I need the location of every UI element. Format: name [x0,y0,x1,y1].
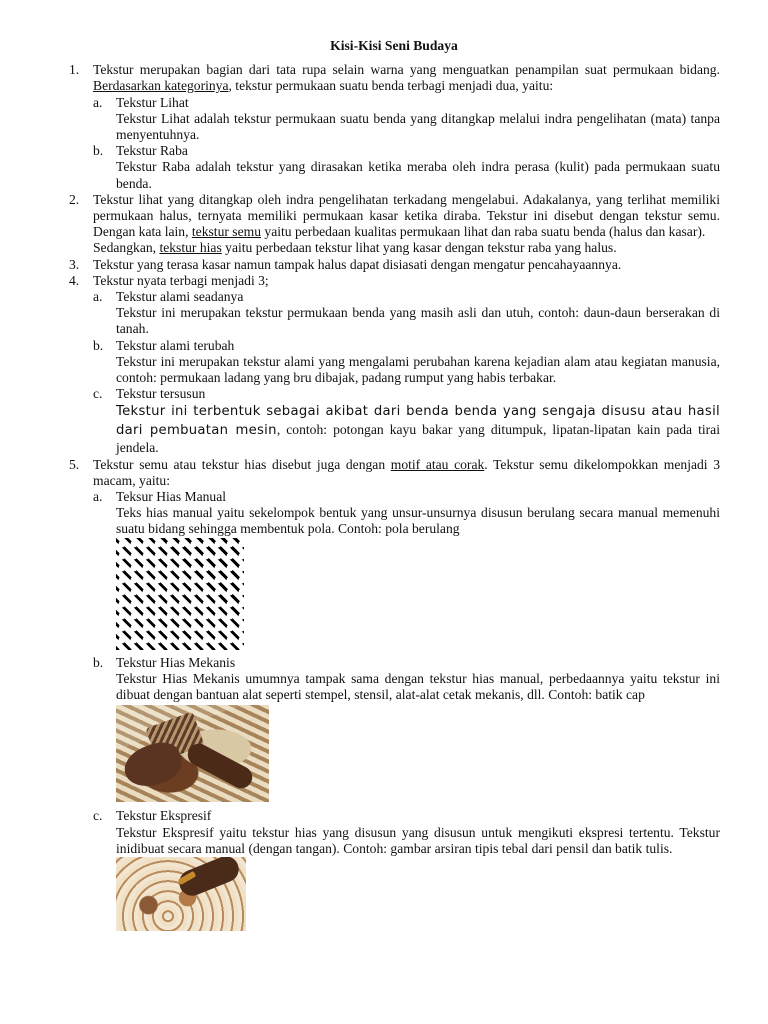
batik-cap-photo [116,705,269,802]
sub-item-title: Tekstur Hias Mekanis [116,654,236,670]
list-item-1 [64,62,720,192]
batik-tulis-photo [116,857,246,931]
list-item-5 [64,457,720,931]
item-text: Tekstur semu atau tekstur hias disebut juga dengan motif atau corak. Tekstur semu dikelompokkan menjadi 3 macam, yaitu: [93,456,721,488]
sub-item-5c: c. Tekstur Ekspresif Tekstur Ekspresif yaitu tekstur hias yang disusun yang disusun untuk mengikuti ekspresi tertentu. Tekstur inidibuat secara manual (dengan tangan). Contoh: gambar arsiran tipis tebal dari pensil dan batik tulis. [93,808,720,931]
sub-item-4c: c. Tekstur tersusun Tekstur ini terbentuk sebagai akibat dari benda benda yang sengaja disusu atau hasil dari pembuatan mesin, contoh: potongan kayu bakar yang ditumpuk, lipatan-lipatan kain pada tirai jendela. [93,386,720,456]
item-number: 4. [69,272,80,288]
sub-item-title: Tekstur Ekspresif [116,808,212,824]
sub-item-title: Tekstur Raba [116,143,188,159]
underlined-term: Berdasarkan kategorinya [93,78,229,94]
sub-item-title: Teksur Hias Manual [116,489,227,505]
underlined-term: tekstur semu [191,224,261,240]
underlined-term: tekstur hias [159,240,222,256]
sub-item-1b: b. Tekstur Raba Tekstur Raba adalah tekstur yang dirasakan ketika meraba oleh indra perasa (kulit) pada permukaan suatu benda. [93,143,720,191]
list-item-4 [64,273,720,457]
sub-item-title: Tekstur alami terubah [116,337,235,353]
sub-item-body: Tekstur Lihat adalah tekstur permukaan suatu benda yang ditangkap melalui indra pengelihatan (mata) tanpa menyentuhnya. [116,110,720,143]
item-text: Tekstur nyata terbagi menjadi 3; [93,272,269,288]
sub-item-title: Tekstur alami seadanya [116,289,244,305]
sub-item-4b: b. Tekstur alami terubah Tekstur ini merupakan tekstur alami yang mengalami perubahan karena kejadian alam atau kegiatan manusia, contoh: permukaan ladang yang bru dibajak, padang rumput yang habis terbakar. [93,337,720,386]
sub-item-5b: b. Tekstur Hias Mekanis Tekstur Hias Mekanis umumnya tampak sama dengan tekstur hias manual, perbedaannya yaitu tekstur ini dibuat dengan bantuan alat seperti stempel, stensil, alat-alat cetak mekanis, dll. Contoh: batik cap [93,655,720,803]
sub-item-body: Tekstur Hias Mekanis umumnya tampak sama dengan tekstur hias manual, perbedaannya yaitu tekstur ini dibuat dengan bantuan alat seperti stempel, stensil, alat-alat cetak mekanis, dll. Contoh: batik cap [116,670,720,703]
item-number: 1. [69,62,80,78]
item-text: Tekstur lihat yang ditangkap oleh indra pengelihatan terkadang mengelabui. Adakalanya, yang terlihat memiliki permukaan halus, ternyata memiliki permukaan kasar ketika diraba. Tekstur ini disebut dengan tekstur semu. Dengan kata lain, tekstur semu yaitu perbedaan kualitas permukaan lihat dan raba suatu benda (halus dan kasar). [93,191,720,240]
sub-item-4a: a. Tekstur alami seadanya Tekstur ini merupakan tekstur permukaan benda yang masih asli dan utuh, contoh: daun-daun berserakan di tanah. [93,289,720,337]
sub-item-body: Tekstur ini terbentuk sebagai akibat dari benda benda yang sengaja disusu atau hasil dari pembuatan mesin, contoh: potongan kayu bakar yang ditumpuk, lipatan-lipatan kain pada tirai jendela. [116,404,720,456]
list-item-2 [64,192,720,257]
sub-item-body: Tekstur Ekspresif yaitu tekstur hias yang disusun yang disusun untuk mengikuti ekspresi tertentu. Tekstur inidibuat secara manual (dengan tangan). Contoh: gambar arsiran tipis tebal dari pensil dan batik tulis. [116,824,720,856]
item-text-continued: Sedangkan, tekstur hias yaitu perbedaan tekstur lihat yang kasar dengan tekstur raba yang halus. [93,240,617,256]
sub-item-body: Teks hias manual yaitu sekelompok bentuk yang unsur-unsurnya disusun berulang secara manual memenuhi suatu bidang sehingga membentuk pola. Contoh: pola berulang [116,505,720,537]
underlined-term: motif atau corak [390,456,485,472]
sub-item-1a: a. Tekstur Lihat Tekstur Lihat adalah tekstur permukaan suatu benda yang ditangkap melalui indra pengelihatan (mata) tanpa menyentuhnya. [93,94,720,143]
list-item-3 [64,257,720,273]
sub-item-body: Tekstur ini merupakan tekstur permukaan benda yang masih asli dan utuh, contoh: daun-daun berserakan di tanah. [116,305,720,337]
sub-item-5a: a. Teksur Hias Manual Teks hias manual yaitu sekelompok bentuk yang unsur-unsurnya disusun berulang secara manual memenuhi suatu bidang sehingga membentuk pola. Contoh: pola berulang [93,489,720,650]
sub-item-title: Tekstur tersusun [116,386,206,402]
item-number: 2. [69,191,80,207]
repeating-pattern-image [116,538,244,650]
sub-item-title: Tekstur Lihat [116,94,189,110]
item-number: 3. [69,256,80,272]
item-text: Tekstur merupakan bagian dari tata rupa selain warna yang menguatkan penampilan suat permukaan bidang. Berdasarkan kategorinya, tekstur permukaan suatu benda terbagi menjadi dua, yaitu: [93,62,720,94]
document-title: Kisi-Kisi Seni Budaya [330,38,458,53]
item-number: 5. [69,456,80,472]
item-text: Tekstur yang terasa kasar namun tampak halus dapat disiasati dengan mengatur pencahayaannya. [93,256,622,272]
sub-item-body: Tekstur Raba adalah tekstur yang dirasakan ketika meraba oleh indra perasa (kulit) pada permukaan suatu benda. [116,159,720,191]
sub-item-body: Tekstur ini merupakan tekstur alami yang mengalami perubahan karena kejadian alam atau kegiatan manusia, contoh: permukaan ladang yang bru dibajak, padang rumput yang habis terbakar. [116,353,720,386]
